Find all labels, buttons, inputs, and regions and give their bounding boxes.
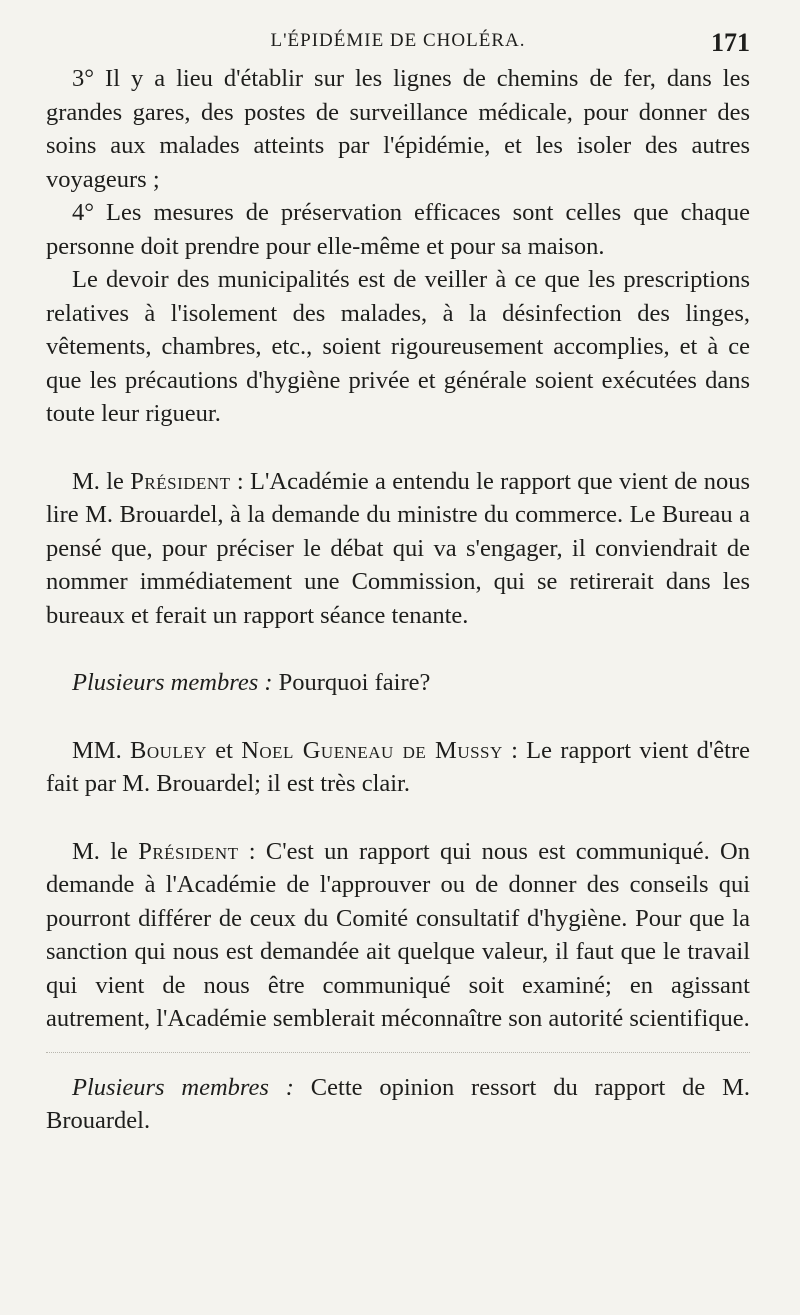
speech-text: Pourquoi faire? <box>272 669 431 696</box>
speaker-prefix: M. le <box>72 467 131 495</box>
paragraph-president-remark-2 <box>46 835 750 1036</box>
speech-text: : Le rapport vient d'être fait par M. Brouardel; il est très clair. <box>46 736 751 797</box>
speaker-name: Président <box>138 837 239 865</box>
speech-text: : C'est un rapport qui nous est communiqué. On demande à l'Académie de l'approuver ou de donner des conseils qui pourront différer de ceux du Comité consultatif d'hygiène. Pour que la sanction qui nous est demandée ait quelque valeur, il faut que le travail qui vient de nous être communiqué soit examiné; en agissant autrement, l'Académie semblerait méconnaître son autorité scientifique. <box>46 837 750 1032</box>
speaker-name: Plusieurs membres : <box>72 1073 294 1101</box>
speaker-joiner: et <box>206 736 242 764</box>
paragraph-item-4: 4° Les mesures de préservation efficaces sont celles que chaque personne doit prendre pour elle-même et pour sa maison. <box>46 199 750 260</box>
speaker-name-2: Noel Gueneau de Mussy <box>241 736 503 764</box>
running-header <box>46 22 750 62</box>
divider-rule <box>46 1052 750 1053</box>
paragraph-item-3: 3° Il y a lieu d'établir sur les lignes de chemins de fer, dans les grandes gares, des postes de surveillance médicale, pour donner des soins aux malades atteints par l'épidémie, et les isoler des autres voyageurs ; <box>46 65 750 193</box>
page-number: 171 <box>711 28 750 57</box>
paragraph-spacer <box>46 632 750 666</box>
paragraph-president-remark-1 <box>46 465 750 633</box>
speaker-name-1: Bouley <box>129 736 207 764</box>
paragraph-members-question <box>46 666 750 700</box>
speaker-prefix: MM. <box>72 736 130 764</box>
running-title: L'ÉPIDÉMIE DE CHOLÉRA. <box>270 30 526 51</box>
paragraph-members-opinion <box>46 1071 750 1138</box>
paragraph-spacer <box>46 431 750 465</box>
paragraph-bouley-mussy <box>46 734 750 801</box>
speaker-prefix: M. le <box>72 837 139 865</box>
paragraph-municipal-duty: Le devoir des municipalités est de veiller à ce que les prescriptions relatives à l'isolement des malades, à la désinfection des linges, vêtements, chambres, etc., soient rigoureusement accomplies, et à ce que les précautions d'hygiène privée et générale soient exécutées dans toute leur rigueur. <box>46 266 750 427</box>
paragraph-spacer <box>46 700 750 734</box>
speech-text: : L'Académie a entendu le rapport que vient de nous lire M. Brouardel, à la demande du ministre du commerce. Le Bureau a pensé que, pour préciser le débat qui va s'engager, il conviendrait de nommer immédiatement une Commission, qui se retirerait dans les bureaux et ferait un rapport séance tenante. <box>46 467 751 629</box>
speech-text: Cette opinion ressort du rapport de M. Brouardel. <box>46 1073 751 1134</box>
paragraph-spacer <box>46 801 750 835</box>
speaker-name: Président <box>130 467 231 495</box>
speaker-name: Plusieurs membres : <box>72 669 273 696</box>
